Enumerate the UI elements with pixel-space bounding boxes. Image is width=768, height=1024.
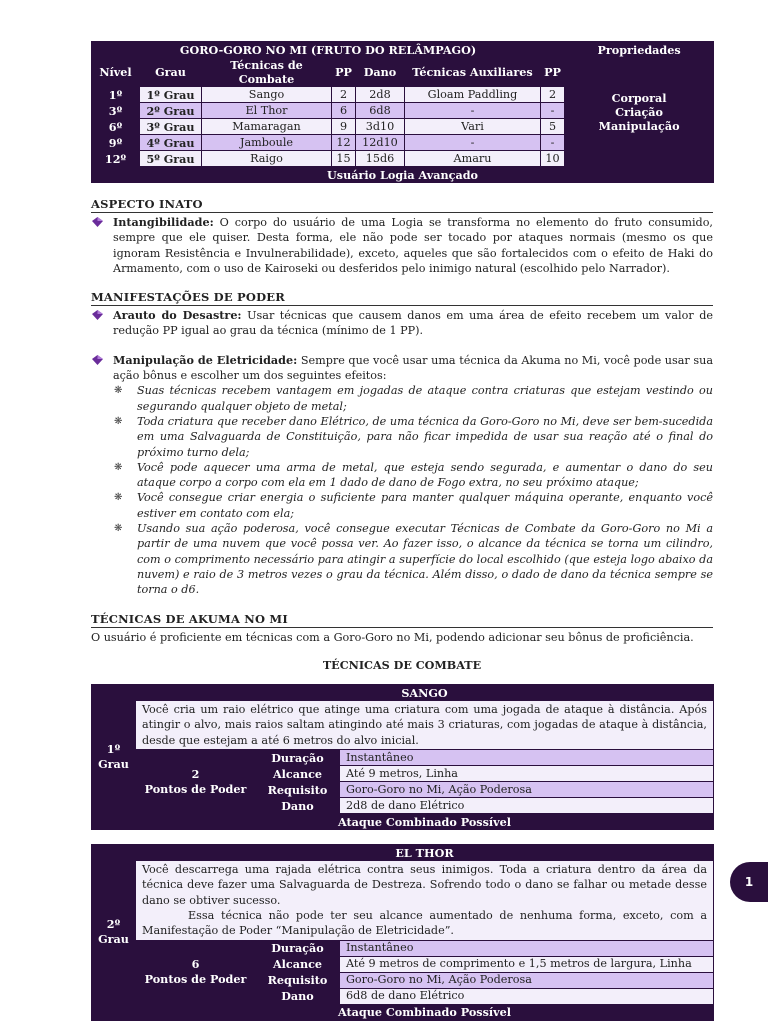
prop-corporal: Corporal: [611, 91, 667, 105]
props-cell: [565, 58, 714, 167]
attr-value: Instantâneo: [340, 940, 714, 956]
cell-dano: 2d8: [356, 87, 405, 103]
pp-number: 2: [191, 766, 200, 781]
grau-number: 1º: [106, 742, 121, 757]
cell-nivel: 1º: [92, 87, 140, 103]
attr-key: Duração: [256, 750, 340, 766]
grau-number: 2º: [106, 917, 121, 932]
aspecto-item: [91, 215, 713, 276]
arauto-item: [91, 308, 713, 339]
cell-pp: 9: [332, 119, 356, 135]
technique-name: EL THOR: [136, 845, 714, 861]
sub-item: [91, 521, 713, 597]
header-pp: PP: [332, 58, 356, 87]
sub-item: [91, 414, 713, 460]
grau-cell: [92, 845, 136, 1020]
cell-aux: Amaru: [405, 151, 541, 167]
cell-pp: 15: [332, 151, 356, 167]
cell-pp: 2: [332, 87, 356, 103]
cell-grau: 4º Grau: [140, 135, 202, 151]
sub-item: [91, 490, 713, 521]
technique-description: Você cria um raio elétrico que atinge uma criatura com uma jogada de ataque à distância. Após atingir o alvo, mais raios saltam atingindo até mais 3 criaturas, com jogadas de ataque à distância, desde que estejam a até 6 metros do alvo inicial.: [136, 701, 714, 750]
attr-value: Goro-Goro no Mi, Ação Poderosa: [340, 972, 714, 988]
purple-gem-icon: [92, 217, 103, 227]
cell-aux: -: [405, 103, 541, 119]
attr-value: 2d8 de dano Elétrico: [340, 798, 714, 814]
cell-aux: Vari: [405, 119, 541, 135]
cell-aux-pp: 10: [541, 151, 565, 167]
pp-cell: [136, 940, 256, 1004]
page-number-tab: 1: [730, 862, 768, 902]
attr-value: Instantâneo: [340, 750, 714, 766]
cell-grau: 3º Grau: [140, 119, 202, 135]
attr-key: Requisito: [256, 782, 340, 798]
header-dano: Dano: [356, 58, 405, 87]
attr-key: Duração: [256, 940, 340, 956]
cell-tecnica: El Thor: [202, 103, 332, 119]
prop-manipulacao: Manipulação: [598, 119, 680, 133]
technique-name: SANGO: [136, 685, 714, 701]
pp-label: Pontos de Poder: [144, 781, 247, 796]
grau-label: Grau: [98, 757, 129, 772]
cell-grau: 2º Grau: [140, 103, 202, 119]
section-heading-aspecto: ASPECTO INATO: [91, 197, 713, 213]
summary-title: GORO-GORO NO MI (FRUTO DO RELÂMPAGO): [92, 42, 565, 58]
manipulacao-text: Sempre que você usar uma técnica da Akuma no Mi, você pode usar sua ação bônus e escolher um dos seguintes efeitos:: [113, 353, 713, 383]
technique-footer: Ataque Combinado Possível: [136, 814, 714, 830]
sub-item-text: Usando sua ação poderosa, você consegue executar Técnicas de Combate da Goro-Goro no Mi a partir de uma nuvem que você possa ver. Ao fazer isso, o alcance da técnica se torna um cilindro, com o comprimento necessário para atingir a superfície do local escolhido (que esteja logo abaixo da nuvem) e raio de 3 metros vezes o grau da técnica. Além disso, o dado de dano da técnica sempre se torna o d6.: [137, 522, 713, 597]
pp-number: 6: [191, 957, 200, 971]
cell-aux-pp: -: [541, 135, 565, 151]
intangibilidade-title: Intangibilidade:: [113, 215, 214, 229]
tecnicas-text: O usuário é proficiente em técnicas com a Goro-Goro no Mi, podendo adicionar seu bônus de proficiência.: [91, 630, 694, 644]
attr-key: Dano: [256, 988, 340, 1004]
attr-key: Requisito: [256, 972, 340, 988]
technique-footer: Ataque Combinado Possível: [136, 1004, 714, 1020]
cell-dano: 3d10: [356, 119, 405, 135]
flower-icon: ❋: [114, 461, 123, 473]
technique-description: [136, 861, 714, 940]
cell-nivel: 9º: [92, 135, 140, 151]
summary-footer: Usuário Logia Avançado: [92, 167, 714, 183]
cell-nivel: 6º: [92, 119, 140, 135]
technique-card-el-thor: [91, 844, 714, 1020]
arauto-title: Arauto do Desastre:: [113, 308, 242, 323]
attr-key: Alcance: [256, 956, 340, 972]
combat-techniques-title: TÉCNICAS DE COMBATE: [322, 657, 482, 672]
sub-item: [91, 460, 713, 491]
grau-label: Grau: [98, 932, 129, 947]
cell-tecnica: Jamboule: [202, 135, 332, 151]
pp-label: Pontos de Poder: [144, 972, 247, 986]
purple-gem-icon: [92, 310, 103, 320]
cell-aux: -: [405, 135, 541, 151]
cell-nivel: 12º: [92, 151, 140, 167]
sub-item-text: Toda criatura que receber dano Elétrico, de uma técnica da Goro-Goro no Mi, deve ser bem-sucedida em uma Salvaguarda de Constituição, para não ficar impedida de usar sua reação até o final do próximo turno dela;: [137, 414, 713, 459]
header-tecnicas-combate: Técnicas de Combate: [202, 58, 332, 87]
header-nivel: Nível: [92, 58, 140, 87]
cell-aux-pp: 5: [541, 119, 565, 135]
cell-aux: Gloam Paddling: [405, 87, 541, 103]
cell-grau: 5º Grau: [140, 151, 202, 167]
section-heading-tecnicas: TÉCNICAS DE AKUMA NO MI: [91, 612, 713, 628]
flower-icon: ❋: [114, 523, 123, 535]
flower-icon: ❋: [114, 492, 123, 504]
cell-tecnica: Sango: [202, 87, 332, 103]
cell-pp: 6: [332, 103, 356, 119]
cell-nivel: 3º: [92, 103, 140, 119]
cell-grau: 1º Grau: [140, 87, 202, 103]
flower-icon: ❋: [114, 415, 123, 427]
cell-dano: 12d10: [356, 135, 405, 151]
arauto-text: Usar técnicas que causem danos em uma área de efeito recebem um valor de redução PP igual ao grau da técnica (mínimo de 1 PP).: [113, 309, 714, 338]
technique-description-p1: Você descarrega uma rajada elétrica contra seus inimigos. Toda a criatura dentro da área da técnica deve fazer uma Salvaguarda de Destreza. Sofrendo todo o dano se falhar ou metade desse dano se obtiver sucesso.: [142, 863, 708, 907]
sub-item-text: Você pode aquecer uma arma de metal, que esteja sendo segurada, e aumentar o dano do seu ataque corpo a corpo com ela em 1 dado de dano de Fogo extra, no seu próximo ataque;: [137, 460, 713, 490]
section-heading-manifestacoes: MANIFESTAÇÕES DE PODER: [91, 290, 713, 306]
technique-card-sango: [91, 684, 714, 830]
intangibilidade-text: O corpo do usuário de uma Logia se transforma no elemento do fruto consumido, sempre que ele quiser. Desta forma, ele não pode ser tocado por ataques normais (mesmo os que ignoram Resistência e Invulnerabilidade), exceto, aqueles que são fortalecidos com o efeito de Haki do Armamento, com o uso de Kairoseki ou desferidos pelo inimigo natural (escolhido pelo Narrador).: [113, 216, 713, 275]
sub-item-text: Suas técnicas recebem vantagem em jogadas de ataque contra criaturas que estejam vestindo ou segurando qualquer objeto de metal;: [137, 384, 713, 413]
grau-cell: [92, 685, 136, 830]
document-page: [91, 41, 713, 1021]
sub-item: [91, 383, 713, 414]
manipulacao-title: Manipulação de Eletricidade:: [113, 352, 298, 367]
flower-icon: ❋: [114, 385, 123, 397]
cell-dano: 6d8: [356, 103, 405, 119]
header-grau: Grau: [140, 58, 202, 87]
cell-aux-pp: -: [541, 103, 565, 119]
cell-dano: 15d6: [356, 151, 405, 167]
manipulacao-item: [91, 353, 713, 384]
attr-value: Até 9 metros, Linha: [340, 766, 714, 782]
sub-item-text: Você consegue criar energia o suficiente para manter qualquer máquina operante, enquanto você estiver em contato com ela;: [137, 491, 713, 520]
header-tecnicas-auxiliares: Técnicas Auxiliares: [405, 58, 541, 87]
pp-cell: [136, 750, 256, 814]
attr-value: Goro-Goro no Mi, Ação Poderosa: [340, 782, 714, 798]
prop-criacao: Criação: [615, 105, 663, 119]
attr-key: Dano: [256, 798, 340, 814]
cell-tecnica: Mamaragan: [202, 119, 332, 135]
cell-aux-pp: 2: [541, 87, 565, 103]
attr-value: 6d8 de dano Elétrico: [340, 988, 714, 1004]
header-pp-aux: PP: [541, 58, 565, 87]
attr-key: Alcance: [256, 766, 340, 782]
attr-value: Até 9 metros de comprimento e 1,5 metros de largura, Linha: [340, 956, 714, 972]
cell-pp: 12: [332, 135, 356, 151]
technique-description-p2: Essa técnica não pode ter seu alcance aumentado de nenhuma forma, exceto, com a Manifestação de Poder “Manipulação de Eletricidade”.: [142, 908, 708, 938]
cell-tecnica: Raigo: [202, 151, 332, 167]
header-propriedades: Propriedades: [565, 42, 714, 58]
summary-table: [91, 41, 714, 183]
purple-gem-icon: [92, 355, 103, 365]
